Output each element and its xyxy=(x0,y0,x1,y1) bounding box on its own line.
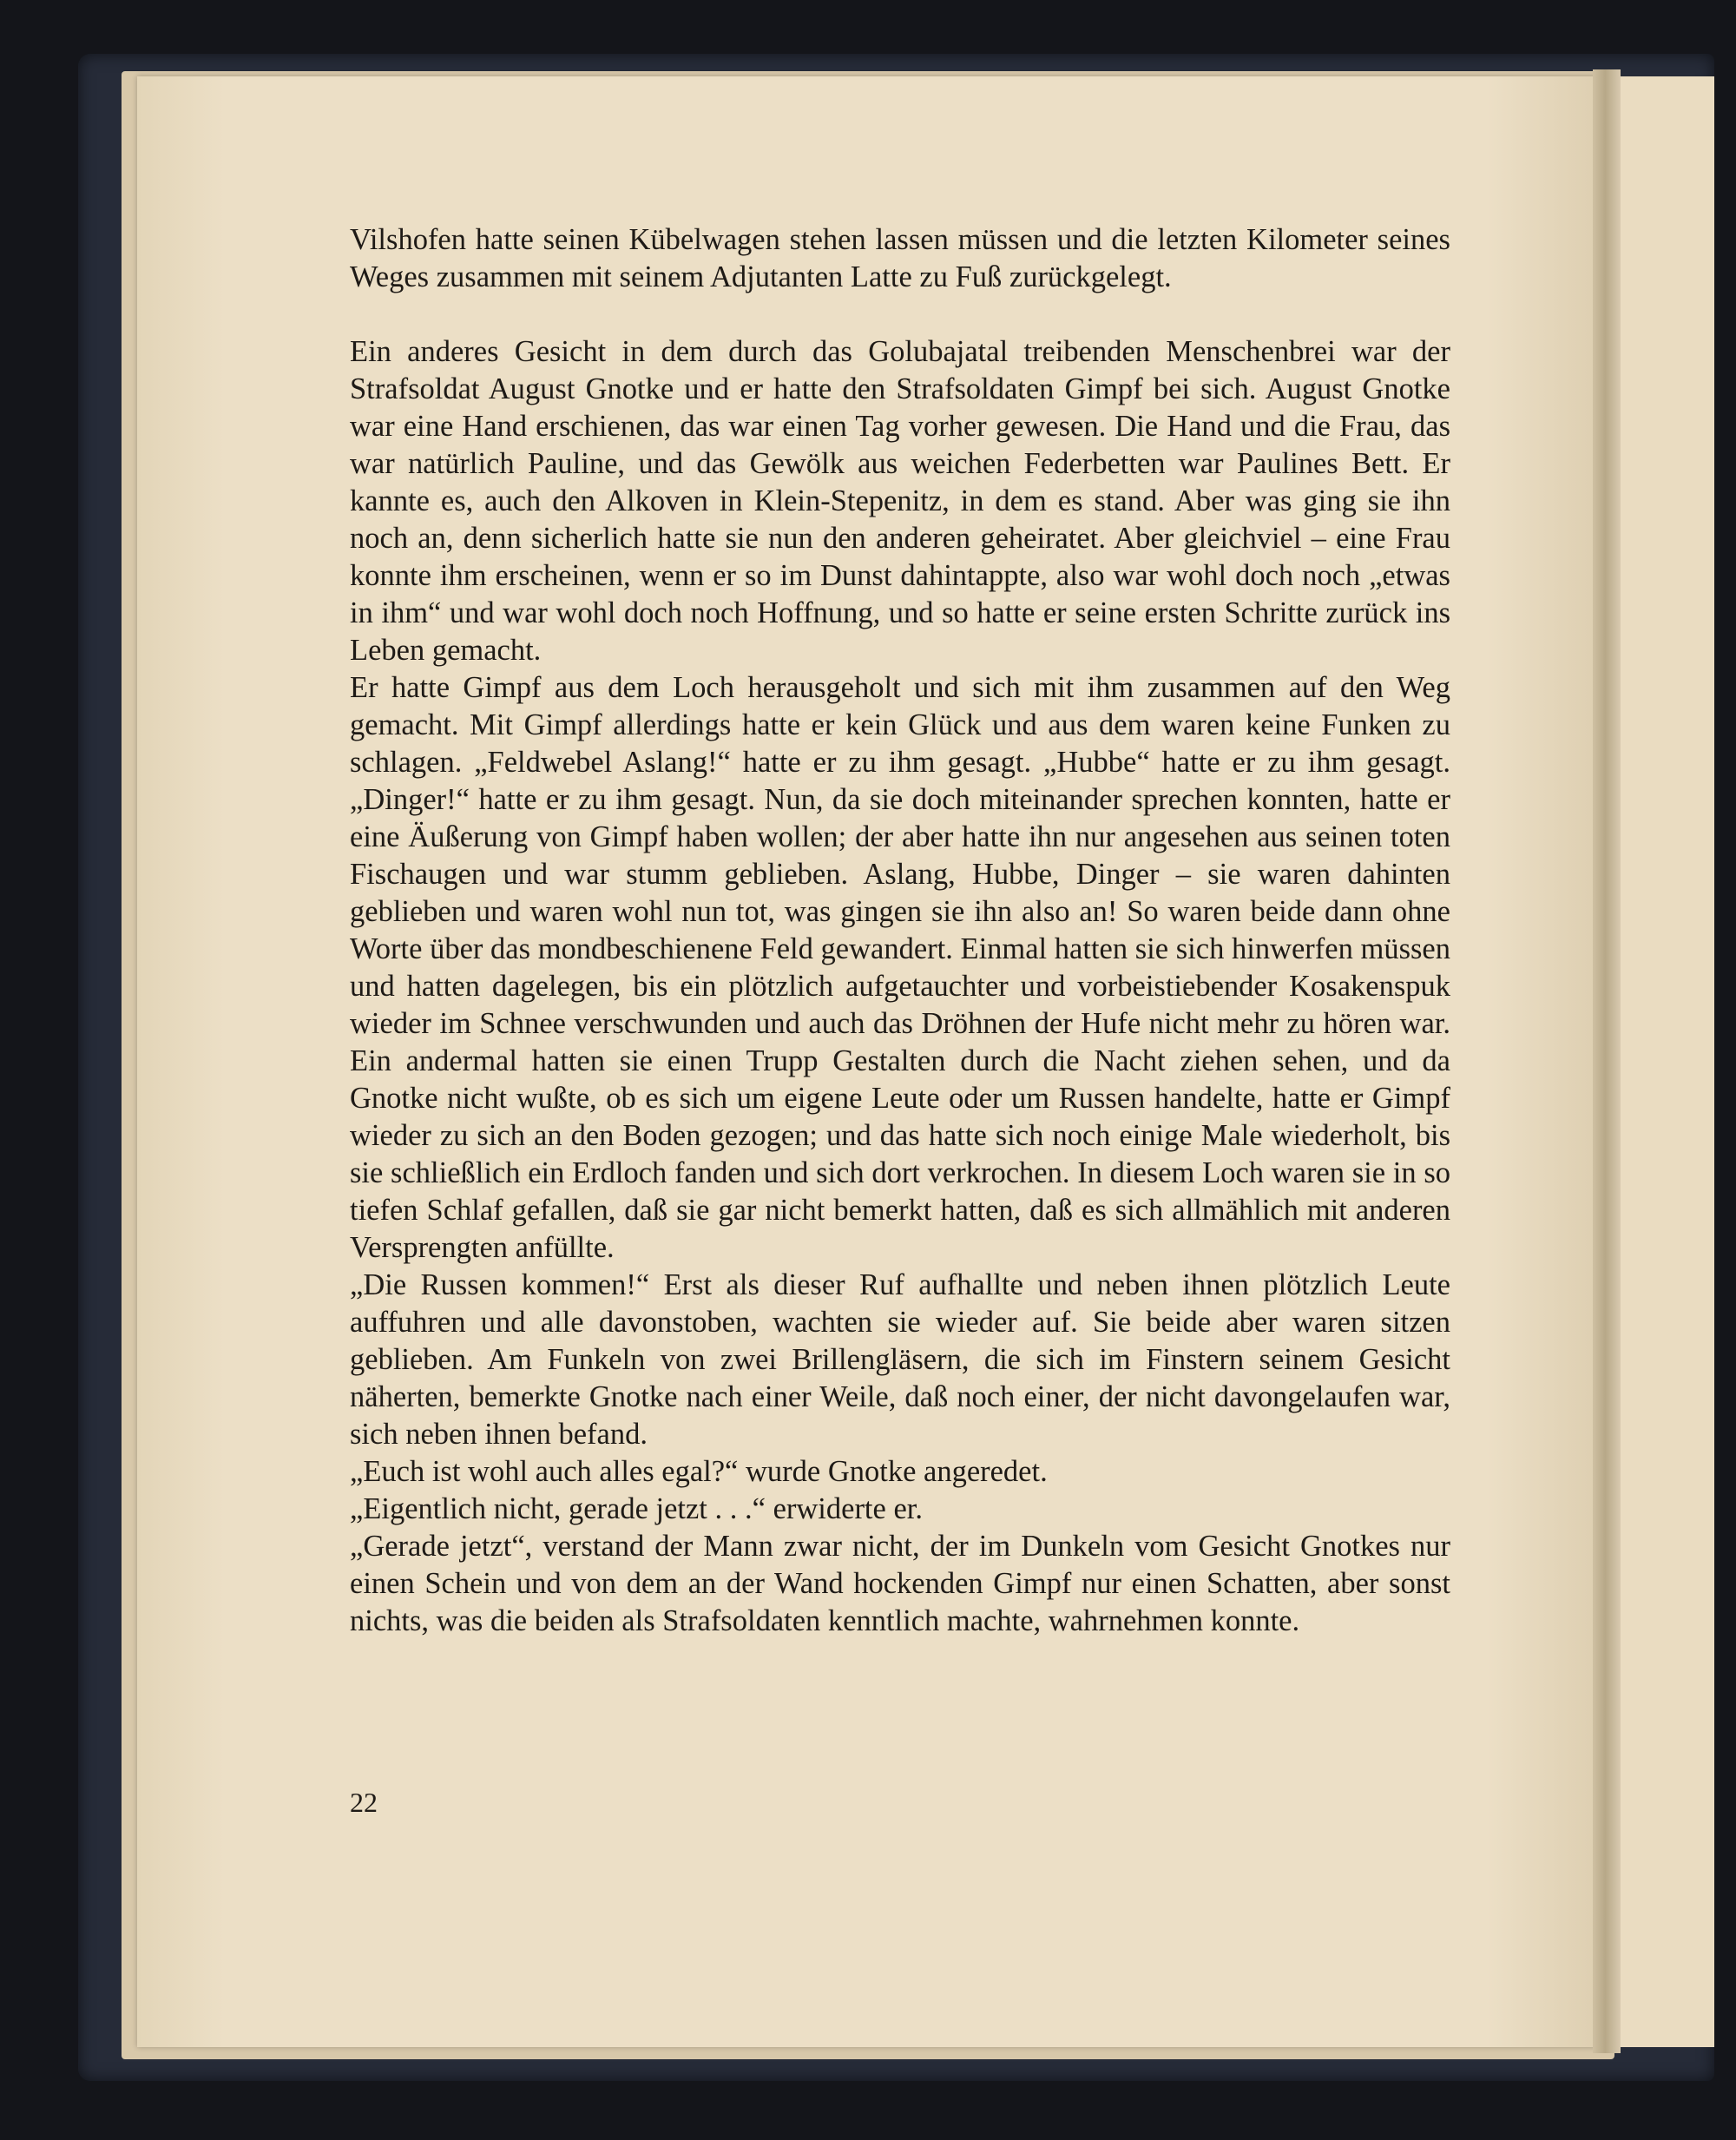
paragraph: Er hatte Gimpf aus dem Loch herausgeholt und sich mit ihm zusammen auf den Weg gemacht. Mit Gimpf allerdings hatte er kein Glück und aus dem waren keine Funken zu schlagen. „Feldwebel Aslang!“ hatte er zu ihm gesagt. „Hubbe“ hatte er zu ihm gesagt. „Dinger!“ hatte er zu ihm gesagt. Nun, da sie doch miteinander sprechen konnten, hatte er eine Äußerung von Gimpf haben wollen; der aber hatte ihn nur angesehen aus seinen toten Fischaugen und war stumm geblieben. Aslang, Hubbe, Dinger – sie waren dahinten geblieben und waren wohl nun tot, was gingen sie ihn also an! So waren beide dann ohne Worte über das mondbeschienene Feld gewandert. Einmal hatten sie sich hinwerfen müssen und hatten dagelegen, bis ein plötzlich aufgetauchter und vorbeistiebender Kosakenspuk wieder im Schnee verschwunden und auch das Dröhnen der Hufe nicht mehr zu hören war. Ein andermal hatten sie einen Trupp Gestalten durch die Nacht ziehen sehen, und da Gnotke nicht wußte, ob es sich um eigene Leute oder um Russen handelte, hatte er Gimpf wieder zu sich an den Boden gezogen; und das hatte sich noch einige Male wiederholt, bis sie schließlich ein Erdloch fanden und sich dort verkrochen. In diesem Loch waren sie in so tiefen Schlaf gefallen, daß sie gar nicht bemerkt hatten, daß es sich allmählich mit anderen Versprengten anfüllte. xyxy=(350,671,1450,1264)
body-text xyxy=(350,221,1450,1640)
page-number: 22 xyxy=(350,1787,378,1818)
next-page-edge xyxy=(1621,76,1714,2047)
paragraph: Vilshofen hatte seinen Kübelwagen stehen lassen müssen und die letzten Kilometer seines Weges zusammen mit seinem Adjutanten Latte zu Fuß zurückgelegt. xyxy=(350,223,1450,293)
paragraph: „Euch ist wohl auch alles egal?“ wurde Gnotke angeredet. xyxy=(350,1455,1048,1488)
paragraph: „Die Russen kommen!“ Erst als dieser Ruf aufhallte und neben ihnen plötzlich Leute auffuhren und alle davonstoben, wachten sie wieder auf. Sie beide aber waren sitzen geblieben. Am Funkeln von zwei Brillengläsern, die sich im Finstern seinem Gesicht näherten, bemerkte Gnotke nach einer Weile, daß noch einer, der nicht davongelaufen war, sich neben ihnen befand. xyxy=(350,1268,1450,1451)
paragraph: „Eigentlich nicht, gerade jetzt . . .“ erwiderte er. xyxy=(350,1492,923,1525)
paragraph: „Gerade jetzt“, verstand der Mann zwar nicht, der im Dunkeln vom Gesicht Gnotkes nur einen Schein und von dem an der Wand hockenden Gimpf nur einen Schatten, aber sonst nichts, was die beiden als Strafsoldaten kenntlich machte, wahrnehmen konnte. xyxy=(350,1530,1450,1637)
book-gutter xyxy=(1593,69,1621,2053)
paragraph: Ein anderes Gesicht in dem durch das Golubajatal treibenden Menschenbrei war der Strafsoldat August Gnotke und er hatte den Strafsoldaten Gimpf bei sich. August Gnotke war eine Hand erschienen, das war einen Tag vorher gewesen. Die Hand und die Frau, das war natürlich Pauline, und das Gewölk aus weichen Federbetten war Paulines Bett. Er kannte es, auch den Alkoven in Klein-Stepenitz, in dem es stand. Aber was ging sie ihn noch an, denn sicherlich hatte sie nun den anderen geheiratet. Aber gleichviel – eine Frau konnte ihm erscheinen, wenn er so im Dunst dahintappte, also war wohl doch noch „etwas in ihm“ und war wohl doch noch Hoffnung, und so hatte er seine ersten Schritte zurück ins Leben gemacht. xyxy=(350,335,1450,667)
